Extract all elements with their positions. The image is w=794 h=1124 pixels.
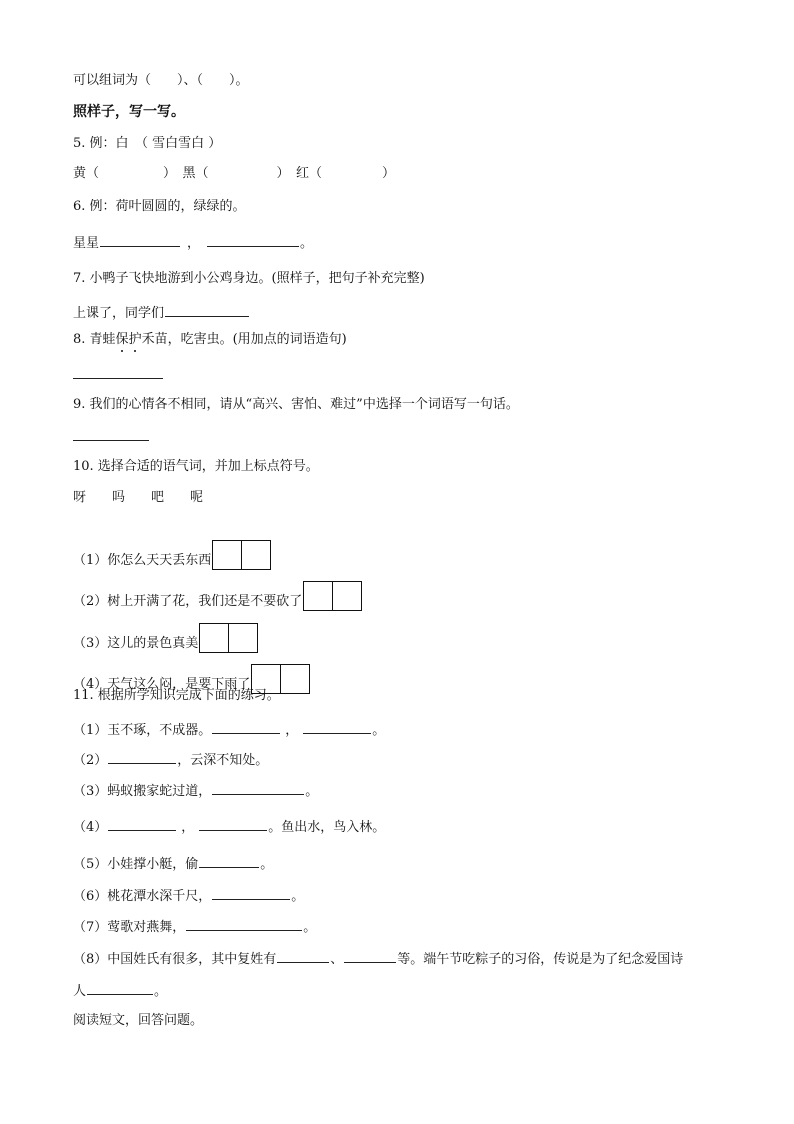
question-9: 9. 我们的心情各不相同，请从“高兴、害怕、难过”中选择一个词语写一句话。 [73,397,519,412]
q11-4-blank-2[interactable] [199,816,267,831]
q8-dotted-char-2: 护 [128,332,142,347]
q11-2-blank[interactable] [108,749,176,764]
reading-heading: 阅读短文，回答问题。 [73,1013,204,1028]
q11-8-blank-1[interactable] [277,948,329,963]
q10-3-box-word[interactable] [199,623,229,653]
q10-word-4: 呢 [190,490,204,505]
q11-8-blank-3[interactable] [87,980,153,995]
q11-item-2 [73,749,268,770]
q11-2-text: ，云深不知处。 [177,753,269,768]
section-heading: 照样子，写一写。 [73,104,185,120]
q11-5-period: 。 [260,857,274,872]
q11-7-blank[interactable] [186,916,302,931]
q11-7-text: （7）莺歌对燕舞， [73,920,186,935]
q10-item-2 [73,575,360,611]
q11-8-blank-2[interactable] [344,948,396,963]
q11-4-label: （4） [73,820,108,835]
q11-7-period: 。 [303,920,317,935]
q8-dotted-char-1: 保 [115,332,129,347]
q5-end: ） [382,166,396,181]
q10-1-text: （1）你怎么天天丢东西 [73,553,212,568]
q10-2-box-punct[interactable] [332,581,362,611]
q8-answer-line[interactable] [73,378,163,379]
q10-item-3 [73,617,256,653]
question-5: 5. 例：白 （ 雪白雪白 ） [73,136,222,151]
q10-3-text: （3）这儿的景色真美 [73,636,199,651]
q10-word-3: 吧 [151,490,165,505]
q11-4-text: 。鱼出水，鸟入林。 [268,820,386,835]
question-8 [73,331,347,349]
question-6: 6. 例：荷叶圆圆的，绿绿的。 [73,199,246,214]
q6-blank-2[interactable] [207,232,299,247]
q10-2-box-word[interactable] [303,581,333,611]
question-11: 11. 根据所学知识完成下面的练习。 [73,688,280,703]
q11-item-8 [73,948,683,969]
q11-item-3 [73,780,318,801]
question-5-answers [73,165,395,183]
line-word-group: 可以组词为（ ）、（ ）。 [73,73,249,88]
q11-5-blank[interactable] [199,853,259,868]
question-7-answer [73,302,250,323]
q11-8-comma: 、 [330,952,344,967]
q11-item-1 [73,719,385,740]
q11-8-text-2: 等。端午节吃粽子的习俗，传说是为了纪念爱国诗 [397,952,684,967]
q11-1-period: 。 [372,723,386,738]
q10-item-1 [73,534,269,570]
q11-1-text: （1）玉不琢，不成器。 [73,723,212,738]
q11-1-comma: ， [285,723,299,738]
q11-item-7 [73,916,316,937]
q11-8-text-3: 人 [73,984,87,999]
q10-2-boxes [303,581,360,617]
q10-word-1: 呀 [73,490,87,505]
q10-3-boxes [199,623,256,659]
q11-item-4 [73,816,385,837]
q11-1-blank-2[interactable] [303,719,371,734]
q11-6-period: 。 [291,889,305,904]
q11-3-blank[interactable] [212,780,304,795]
q10-word-2: 吗 [112,490,126,505]
q11-2-label: （2） [73,753,108,768]
q11-6-blank[interactable] [212,885,290,900]
q5-hei: ） 黑（ [163,166,209,181]
q10-word-bank [73,489,203,507]
q11-4-comma: ， [181,820,195,835]
q9-answer-line[interactable] [73,440,149,441]
q10-2-text: （2）树上开满了花，我们还是不要砍了 [73,594,303,609]
q8-post: 禾苗，吃害虫。(用加点的词语造句) [141,332,347,347]
question-7: 7. 小鸭子飞快地游到小公鸡身边。(照样子，把句子补充完整) [73,271,425,286]
q6-period: 。 [300,236,314,251]
q11-3-text: （3）蚂蚁搬家蛇过道， [73,784,212,799]
q5-hong: ） 红（ [276,166,323,181]
q11-1-blank-1[interactable] [212,719,280,734]
q10-4-text: （4）天气这么闷，是要下雨了 [73,677,251,692]
q11-3-period: 。 [305,784,319,799]
q11-8-period: 。 [154,984,168,999]
q6-label: 星星 [73,236,100,251]
q11-8-text-1: （8）中国姓氏有很多，其中复姓有 [73,952,277,967]
q11-item-6 [73,885,304,906]
q10-3-box-punct[interactable] [228,623,258,653]
q6-blank-1[interactable] [100,232,180,247]
question-6-answer [73,232,313,253]
q8-pre: 8. 青蛙 [73,332,116,347]
question-10: 10. 选择合适的语气词，并加上标点符号。 [73,459,319,474]
q10-4-box-punct[interactable] [280,664,310,694]
q10-1-boxes [212,540,269,576]
q5-huang: 黄（ [73,166,100,181]
q11-item-8-cont [73,980,167,1001]
q10-1-box-punct[interactable] [241,540,271,570]
q10-1-box-word[interactable] [212,540,242,570]
q11-5-text: （5）小娃撑小艇，偷 [73,857,199,872]
q11-6-text: （6）桃花潭水深千尺， [73,889,212,904]
q6-comma: ， [187,236,201,251]
q7-label: 上课了，同学们 [73,306,165,321]
q11-item-5 [73,853,273,874]
q11-4-blank-1[interactable] [108,816,176,831]
q7-blank[interactable] [165,302,249,317]
